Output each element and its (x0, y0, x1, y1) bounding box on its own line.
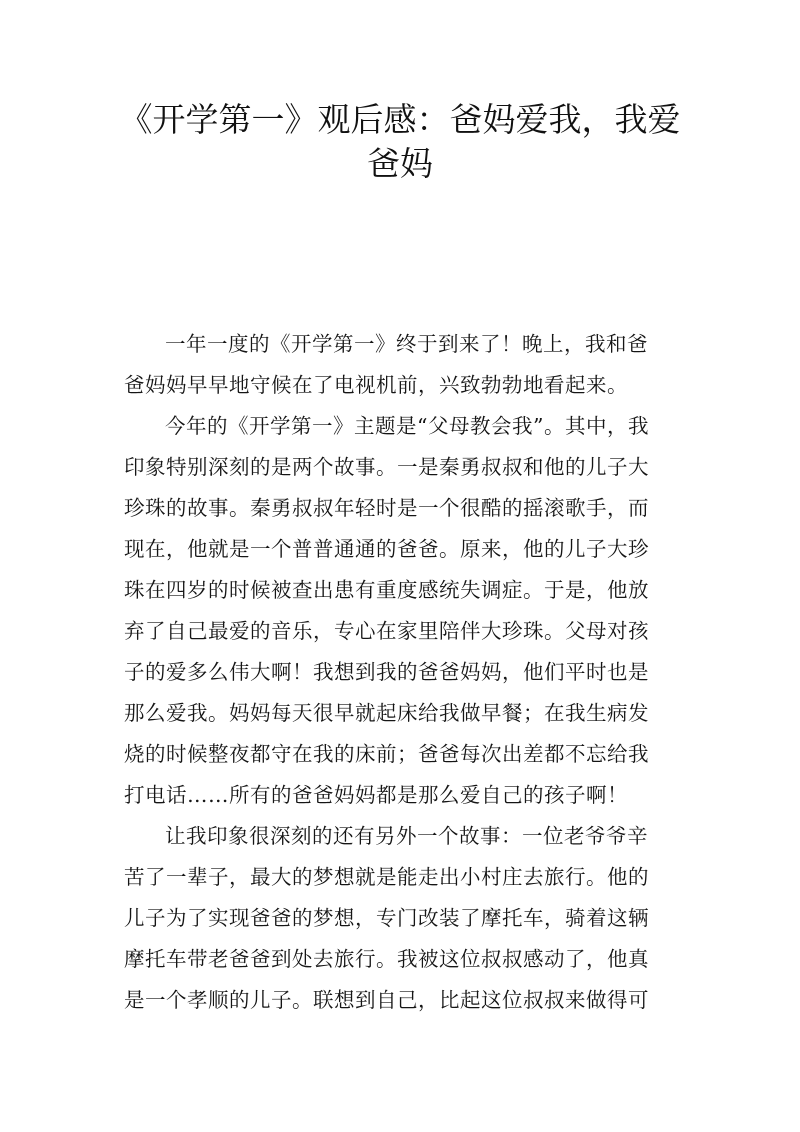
text-line: 让我印象很深刻的还有另外一个故事：一位老爷爷辛 (165, 824, 648, 848)
title-line: 《开学第一》观后感：爸妈爱我，我爱 (119, 100, 681, 139)
text-line: 是一个孝顺的儿子。联想到自己，比起这位叔叔来做得可 (124, 988, 649, 1012)
text-line: 珠在四岁的时候被查出患有重度感统失调症。于是，他放 (124, 578, 649, 602)
text-line: 烧的时候整夜都守在我的床前；爸爸每次出差都不忘给我 (124, 742, 649, 766)
text-line: 苦了一辈子，最大的梦想就是能走出小村庄去旅行。他的 (124, 865, 649, 889)
text-line: 珍珠的故事。秦勇叔叔年轻时是一个很酷的摇滚歌手，而 (124, 496, 649, 520)
text-line: 儿子为了实现爸爸的梦想，专门改装了摩托车，骑着这辆 (124, 906, 649, 930)
document-title (100, 98, 700, 186)
text-line: 现在，他就是一个普普通通的爸爸。原来，他的儿子大珍 (124, 537, 649, 561)
text-line: 那么爱我。妈妈每天很早就起床给我做早餐；在我生病发 (124, 701, 649, 725)
text-line: 今年的《开学第一》主题是“父母教会我”。其中，我 (165, 414, 649, 438)
title-line: 爸妈 (367, 144, 433, 183)
text-line: 印象特别深刻的是两个故事。一是秦勇叔叔和他的儿子大 (124, 455, 649, 479)
paragraph-1 (124, 324, 684, 406)
text-line: 子的爱多么伟大啊！我想到我的爸爸妈妈，他们平时也是 (124, 660, 649, 684)
paragraph-2 (124, 406, 684, 816)
text-line: 摩托车带老爸爸到处去旅行。我被这位叔叔感动了，他真 (124, 947, 649, 971)
text-line: 弃了自己最爱的音乐，专心在家里陪伴大珍珠。父母对孩 (124, 619, 649, 643)
text-line: 爸妈妈早早地守候在了电视机前，兴致勃勃地看起来。 (124, 373, 628, 397)
text-line: 打电话……所有的爸爸妈妈都是那么爱自己的孩子啊！ (124, 783, 628, 807)
document-body (124, 324, 684, 1021)
paragraph-3 (124, 816, 684, 1021)
text-line: 一年一度的《开学第一》终于到来了！晚上，我和爸 (165, 332, 648, 356)
